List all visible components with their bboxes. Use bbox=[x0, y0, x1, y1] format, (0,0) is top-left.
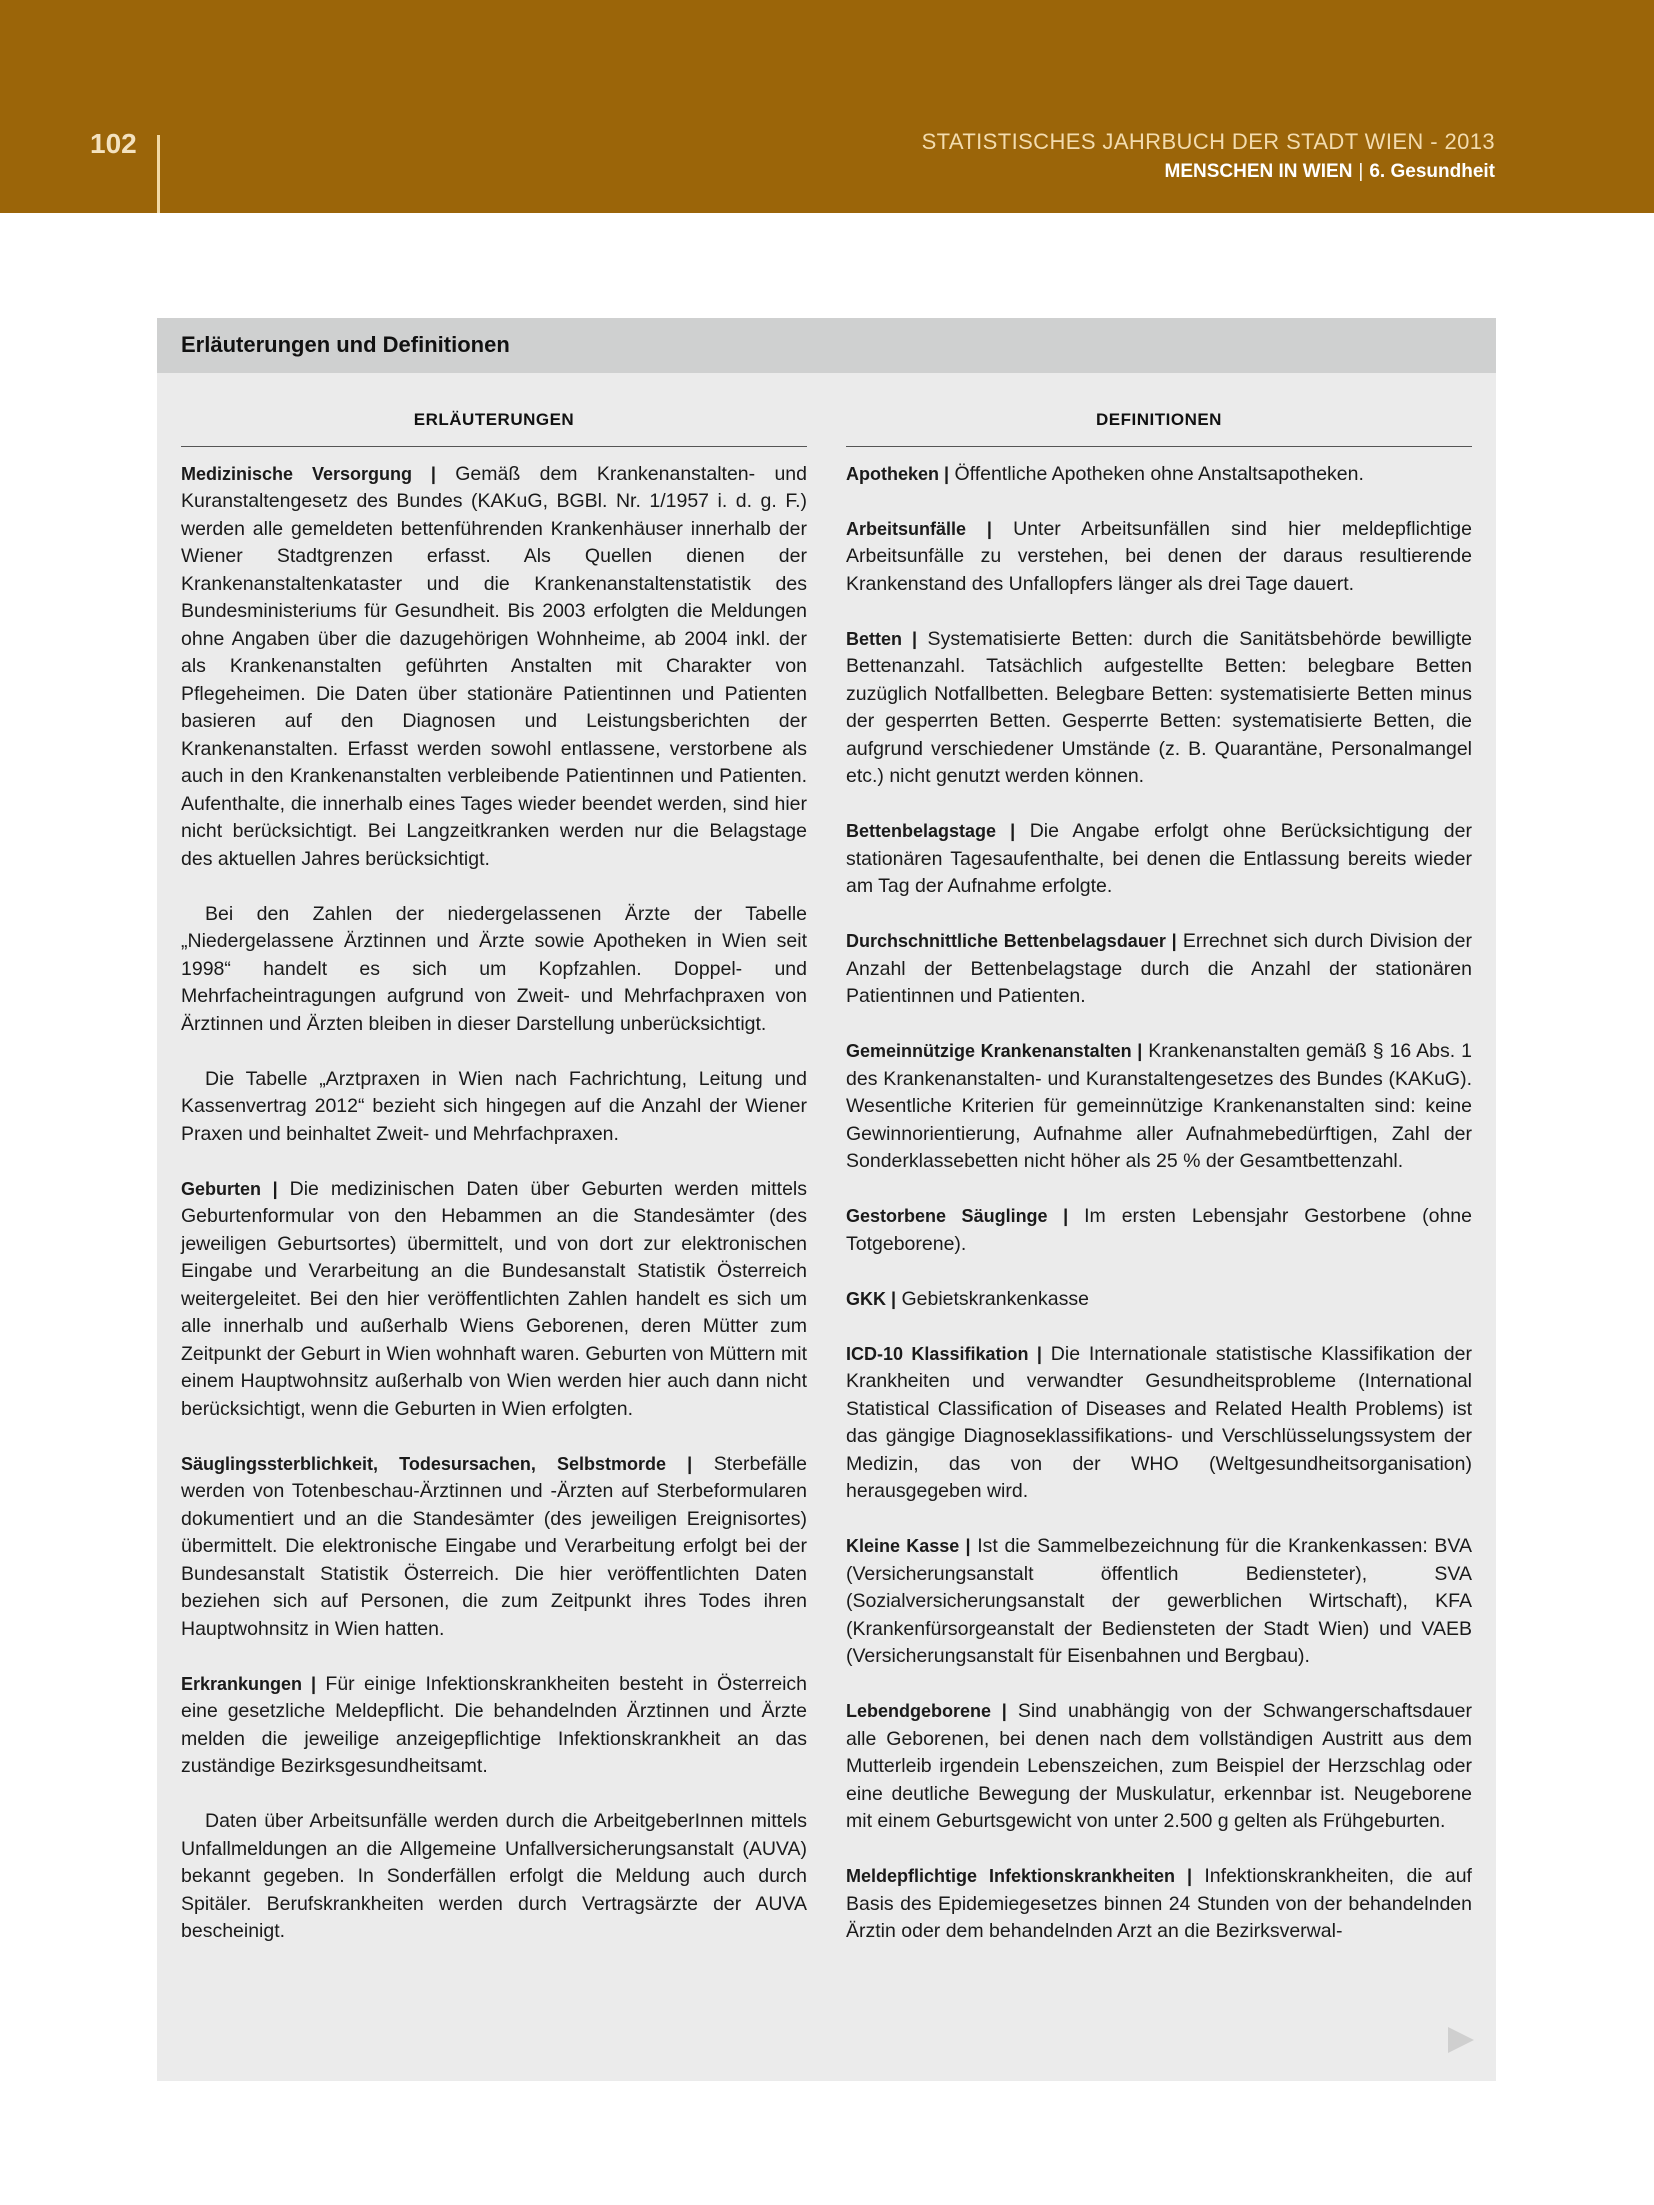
entry-text: Errechnet sich durch Division der Anzahl der Bettenbelagstage durch die Anzahl der stationären Patientinnen und Patienten. bbox=[846, 930, 1472, 1007]
entry-text: Unter Arbeitsunfällen sind hier meldepflichtige Arbeitsunfälle zu verstehen, bei denen der daraus resultierende Krankenstand des Unfallopfers länger als drei Tage dauert. bbox=[846, 517, 1472, 595]
definitions-column bbox=[846, 406, 1472, 1973]
entry-text: Sind unabhängig von der Schwangerschaftsdauer alle Geborenen, bei denen nach dem vollständigen Austritt aus dem Mutterleib irgendein Lebenszeichen, zum Beispiel der Herzschlag oder eine deutliche Bewegung der Muskulatur, erkennbar ist. Neugeborene mit einem Geburtsgewicht von unter 2.500 g gelten als Frühgeburten. bbox=[846, 1700, 1472, 1832]
entry-text: Systematisierte Betten: durch die Sanitätsbehörde bewilligte Bettenanzahl. Tatsächlich aufgestellte Betten: belegbare Betten zuzüglich Notfallbetten. Belegbare Betten: systematisierte Betten minus der gesperrten Betten. Gesperrte Betten: systematisierte Betten, die aufgrund verschiedener Umstände (z. B. Quarantäne, Personalmangel etc.) nicht genutzt werden können. bbox=[846, 627, 1472, 787]
explanation-paragraph bbox=[181, 901, 807, 1039]
entry-text: Sterbefälle werden von Totenbeschau-Ärztinnen und -Ärzten auf Sterbeformularen dokumentiert und an die Standesämter (des jeweiligen Ereignisortes) übermittelt. Die elektronische Eingabe und Verarbeitung erfolgt bei der Bundesanstalt Statistik Österreich. Die hier veröffentlichten Daten beziehen sich auf Personen, die zum Zeitpunkt ihres Todes ihren Hauptwohnsitz in Wien hatten. bbox=[181, 1452, 807, 1640]
entry-text: Die Angabe erfolgt ohne Berücksichtigung der stationären Tagesaufenthalte, bei denen die Entlassung bereits wieder am Tag der Aufnahme erfolgte. bbox=[846, 820, 1472, 897]
entry-term: Lebendgeborene | bbox=[846, 1701, 1007, 1721]
definition-entry bbox=[846, 818, 1472, 901]
entry-term: Apotheken | bbox=[846, 463, 950, 484]
box-title-bar bbox=[157, 318, 1496, 373]
page-number: 102 bbox=[90, 128, 137, 159]
entry-term: Arbeitsunfälle | bbox=[846, 518, 992, 539]
definition-entry bbox=[846, 928, 1472, 1011]
entry-term: Medizinische Versorgung | bbox=[181, 463, 436, 484]
entry-text: Die medizinischen Daten über Geburten werden mittels Geburtenformular von den Hebammen an die Standesämter (des jeweiligen Geburtsortes) übermittelt, und von dort zur elektronischen Eingabe und Verarbeitung an die Bundesanstalt Statistik Österreich weitergeleitet. Bei den hier veröffentlichten Zahlen handelt es sich um alle innerhalb und außerhalb Wiens Geborenen, deren Mütter zum Zeitpunkt der Geburt in Wien wohnhaft waren. Geburten von Müttern mit einem Hauptwohnsitz außerhalb von Wien werden hier auch dann nicht berücksichtigt, wenn die Geburten in Wien erfolgten. bbox=[181, 1177, 808, 1420]
chapter-name: 6. Gesundheit bbox=[1369, 161, 1495, 182]
entry-term: Kleine Kasse | bbox=[846, 1536, 971, 1556]
entry-text: Im ersten Lebensjahr Gestorbene (ohne Totgeborene). bbox=[846, 1205, 1472, 1255]
yearbook-title: STATISTISCHES JAHRBUCH DER STADT WIEN - 2013 bbox=[921, 129, 1495, 154]
entry-text: Infektionskrankheiten, die auf Basis des Epidemiegesetzes binnen 24 Stunden von der behandelnden Ärztin oder dem behandelnden Arzt an die Bezirksverwal- bbox=[846, 1865, 1472, 1942]
definitions-heading: DEFINITIONEN bbox=[846, 406, 1472, 447]
entry-term: Gestorbene Säuglinge | bbox=[846, 1206, 1069, 1226]
entry-term: Geburten | bbox=[181, 1178, 278, 1199]
explanation-paragraph bbox=[181, 1176, 807, 1424]
entry-text: Für einige Infektionskrankheiten besteht in Österreich eine gesetzliche Meldepflicht. Die behandelnden Ärztinnen und Ärzte melden die jeweilige anzeigepflichtige Infektionskrankheit an das zuständige Bezirksgesundheitsamt. bbox=[181, 1672, 807, 1777]
explanation-paragraph bbox=[181, 1451, 807, 1644]
entry-text: Die Tabelle „Arztpraxen in Wien nach Fachrichtung, Leitung und Kassenvertrag 2012“ bezieht sich hingegen auf die Anzahl der Wiener Praxen und beinhaltet Zweit- und Mehrfachpraxen. bbox=[181, 1067, 807, 1145]
definition-entry bbox=[846, 1203, 1472, 1258]
entry-text: Ist die Sammelbezeichnung für die Krankenkassen: BVA (Versicherungsanstalt öffentlich Bediensteter), SVA (Sozialversicherungsanstalt der gewerblichen Wirtschaft), KFA (Krankenfürsorgeanstalt der Bediensteten der Stadt Wien) und VAEB (Versicherungsanstalt für Eisenbahnen und Bergbau). bbox=[846, 1535, 1472, 1667]
box-title: Erläuterungen und Definitionen bbox=[181, 332, 510, 357]
entry-term: Meldepflichtige Infektionskrankheiten | bbox=[846, 1866, 1193, 1886]
explanation-paragraph bbox=[181, 461, 807, 874]
entry-term: ICD-10 Klassifikation | bbox=[846, 1343, 1042, 1364]
definition-entry bbox=[846, 1341, 1472, 1506]
entry-term: GKK | bbox=[846, 1288, 897, 1309]
entry-term: Durchschnittliche Bettenbelagsdauer | bbox=[846, 931, 1177, 951]
entry-term: Säuglingssterblichkeit, Todesursachen, Selbstmorde | bbox=[181, 1453, 693, 1474]
explanation-paragraph bbox=[181, 1066, 807, 1149]
header-band bbox=[0, 0, 1654, 213]
next-page-arrow-icon[interactable] bbox=[1448, 2027, 1474, 2053]
definition-entry bbox=[846, 461, 1472, 489]
explanations-column bbox=[181, 406, 807, 1973]
explanation-paragraph bbox=[181, 1808, 807, 1946]
entry-text: Die Internationale statistische Klassifikation der Krankheiten und verwandter Gesundheitsprobleme (International Statistical Classification of Diseases and Related Health Problems) ist das gängige Diagnoseklassifikations- und Verschlüsselungssystem der Medizin, das von der WHO (Weltgesundheitsorganisation) herausgegeben wird. bbox=[846, 1342, 1472, 1502]
definition-entry bbox=[846, 626, 1472, 791]
entry-term: Bettenbelagstage | bbox=[846, 821, 1016, 841]
definitions-box bbox=[157, 318, 1496, 2081]
entry-text: Gebietskrankenkasse bbox=[896, 1287, 1089, 1310]
section-name: MENSCHEN IN WIEN bbox=[1164, 161, 1353, 182]
entry-term: Betten | bbox=[846, 628, 918, 649]
breadcrumb-separator: | bbox=[1358, 161, 1364, 182]
entry-text: Krankenanstalten gemäß § 16 Abs. 1 des Krankenanstalten- und Kuranstaltengesetzes des Bundes (KAKuG). Wesentliche Kriterien für gemeinnützige Krankenanstalten sind: keine Gewinnorientierung, Aufnahme aller Aufnahmebedürftigen, Zahl der Sonderklassebetten nicht höher als 25 % der Gesamtbettenzahl. bbox=[846, 1040, 1472, 1172]
definition-entry bbox=[846, 1533, 1472, 1671]
header-divider bbox=[157, 135, 160, 213]
entry-text: Öffentliche Apotheken ohne Anstaltsapotheken. bbox=[949, 462, 1364, 485]
entry-text: Bei den Zahlen der niedergelassenen Ärzte der Tabelle „Niedergelassene Ärztinnen und Ärzte sowie Apotheken in Wien seit 1998“ handelt es sich um Kopfzahlen. Doppel- und Mehrfacheintragungen aufgrund von Zweit- und Mehrfachpraxen von Ärztinnen und Ärzten bleiben in dieser Darstellung unberücksichtigt. bbox=[181, 902, 807, 1035]
definition-entry bbox=[846, 1038, 1472, 1176]
entry-term: Gemeinnützige Krankenanstalten | bbox=[846, 1041, 1143, 1061]
entry-text: Gemäß dem Krankenanstalten- und Kuranstaltengesetz des Bundes (KAKuG, BGBl. Nr. 1/1957 i. d. g. F.) werden alle gemeldeten bettenführenden Krankenhäuser innerhalb der Wiener Stadtgrenzen erfasst. Als Quellen dienen der Krankenanstaltenkataster und die Krankenanstaltenstatistik des Bundesministeriums für Gesundheit. Bis 2003 erfolgten die Meldungen ohne Angaben über die dazugehörigen Wohnheime, ab 2004 inkl. der als Krankenanstalten geführten Anstalten mit Charakter von Pflegeheimen. Die Daten über stationäre Patientinnen und Patienten basieren auf den Diagnosen und Leistungsberichten der Krankenanstalten. Erfasst werden sowohl entlassene, verstorbene als auch in den Krankenanstalten verbleibende Patientinnen und Patienten. Aufenthalte, die innerhalb eines Tages wieder beendet werden, sind hier nicht berücksichtigt. Bei Langzeitkranken werden nur die Belagstage des aktuellen Jahres berücksichtigt. bbox=[181, 462, 807, 870]
explanation-paragraph bbox=[181, 1671, 807, 1781]
entry-term: Erkrankungen | bbox=[181, 1673, 317, 1694]
definition-entry bbox=[846, 516, 1472, 599]
definition-entry bbox=[846, 1863, 1472, 1946]
definition-entry bbox=[846, 1698, 1472, 1836]
section-breadcrumb bbox=[1165, 161, 1495, 183]
definition-entry bbox=[846, 1286, 1472, 1314]
entry-text: Daten über Arbeitsunfälle werden durch die ArbeitgeberInnen mittels Unfallmeldungen an die Allgemeine Unfallversicherungsanstalt (AUVA) bekannt gegeben. In Sonderfällen erfolgt die Meldung auch durch Spitäler. Berufskrankheiten werden durch Vertragsärzte der AUVA bescheinigt. bbox=[181, 1810, 807, 1942]
explanations-heading: ERLÄUTERUNGEN bbox=[181, 406, 807, 447]
